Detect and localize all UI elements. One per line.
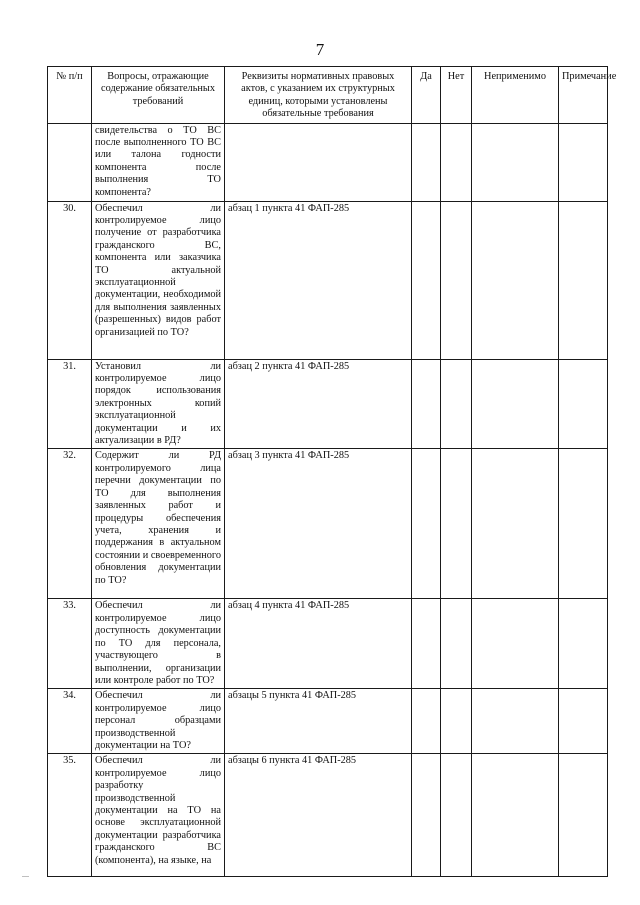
row-yes-cell [412,123,441,201]
row-yes-cell [412,201,441,359]
row-no-cell [441,359,472,449]
header-yes: Да [412,67,441,124]
row-question [92,599,225,689]
row-reference: абзацы 6 пункта 41 ФАП-285 [225,754,412,877]
row-na-cell [472,359,559,449]
checklist-table [47,66,617,877]
row-question [92,201,225,359]
row-question-text: Обеспечил ли контролируемое лицо персонал образцами производственной документации на ТО? [95,690,221,751]
row-question [92,754,225,877]
scan-artifact [22,876,29,877]
row-na-cell [472,754,559,877]
row-num: 34. [48,689,92,754]
table-row [48,123,608,201]
row-num: 33. [48,599,92,689]
table-row [48,359,608,449]
row-yes-cell [412,754,441,877]
table-row [48,689,608,754]
row-question-text: свидетельства о ТО ВС после выполненного ТО ВС или талона годности компонента после выполнения ТО компонента? [95,124,221,198]
header-note: Примечание [559,67,608,124]
row-question [92,689,225,754]
row-note-cell [559,754,608,877]
row-na-cell [472,689,559,754]
row-yes-cell [412,599,441,689]
row-note-cell [559,689,608,754]
row-na-cell [472,201,559,359]
header-reference: Реквизиты нормативных правовых актов, с указанием их структурных единиц, которыми установлены обязательные требования [225,67,412,124]
table-row [48,754,608,877]
row-note-cell [559,123,608,201]
header-num: № п/п [48,67,92,124]
row-yes-cell [412,359,441,449]
row-question [92,359,225,449]
row-note-cell [559,599,608,689]
row-na-cell [472,599,559,689]
header-question: Вопросы, отражающие содержание обязательных требований [92,67,225,124]
table-header-row [48,67,608,124]
row-question [92,449,225,599]
row-no-cell [441,201,472,359]
row-yes-cell [412,449,441,599]
table-row [48,449,608,599]
row-na-cell [472,123,559,201]
row-reference [225,123,412,201]
row-question [92,123,225,201]
row-yes-cell [412,689,441,754]
row-question-text: Обеспечил ли контролируемое лицо получение от разработчика гражданского ВС, компонента или заказчика ТО актуальной эксплуатационной документации, необходимой для выполнения заявленных (разрешенных) видов работ организацией по ТО? [95,202,221,338]
row-reference: абзац 3 пункта 41 ФАП-285 [225,449,412,599]
row-no-cell [441,449,472,599]
row-question-text: Установил ли контролируемое лицо порядок использования электронных копий эксплуатационной документации и их актуализации в РД? [95,360,221,447]
row-na-cell [472,449,559,599]
row-no-cell [441,599,472,689]
header-not-applicable: Неприменимо [472,67,559,124]
row-no-cell [441,754,472,877]
row-reference: абзацы 5 пункта 41 ФАП-285 [225,689,412,754]
row-num [48,123,92,201]
row-no-cell [441,123,472,201]
row-num: 32. [48,449,92,599]
row-note-cell [559,201,608,359]
row-question-text: Обеспечил ли контролируемое лицо разработку производственной документации на ТО на основе эксплуатационной документации разработчика гражданского ВС (компонента), на языке, на [95,755,221,866]
table-row [48,201,608,359]
row-question-text: Содержит ли РД контролируемого лица перечни документации по ТО для выполнения заявленных работ и процедуры обеспечения учета, хранения и поддержания в актуальном состоянии и своевременного обновления документации по ТО? [95,450,221,586]
row-num: 30. [48,201,92,359]
row-reference: абзац 2 пункта 41 ФАП-285 [225,359,412,449]
row-num: 35. [48,754,92,877]
row-question-text: Обеспечил ли контролируемое лицо доступность документации по ТО для персонала, участвующего в выполнении, организации или контроле работ по ТО? [95,600,221,686]
row-note-cell [559,449,608,599]
row-note-cell [559,359,608,449]
row-no-cell [441,689,472,754]
table-row [48,599,608,689]
header-no: Нет [441,67,472,124]
row-reference: абзац 4 пункта 41 ФАП-285 [225,599,412,689]
row-reference: абзац 1 пункта 41 ФАП-285 [225,201,412,359]
page-number: 7 [315,40,325,59]
row-num: 31. [48,359,92,449]
